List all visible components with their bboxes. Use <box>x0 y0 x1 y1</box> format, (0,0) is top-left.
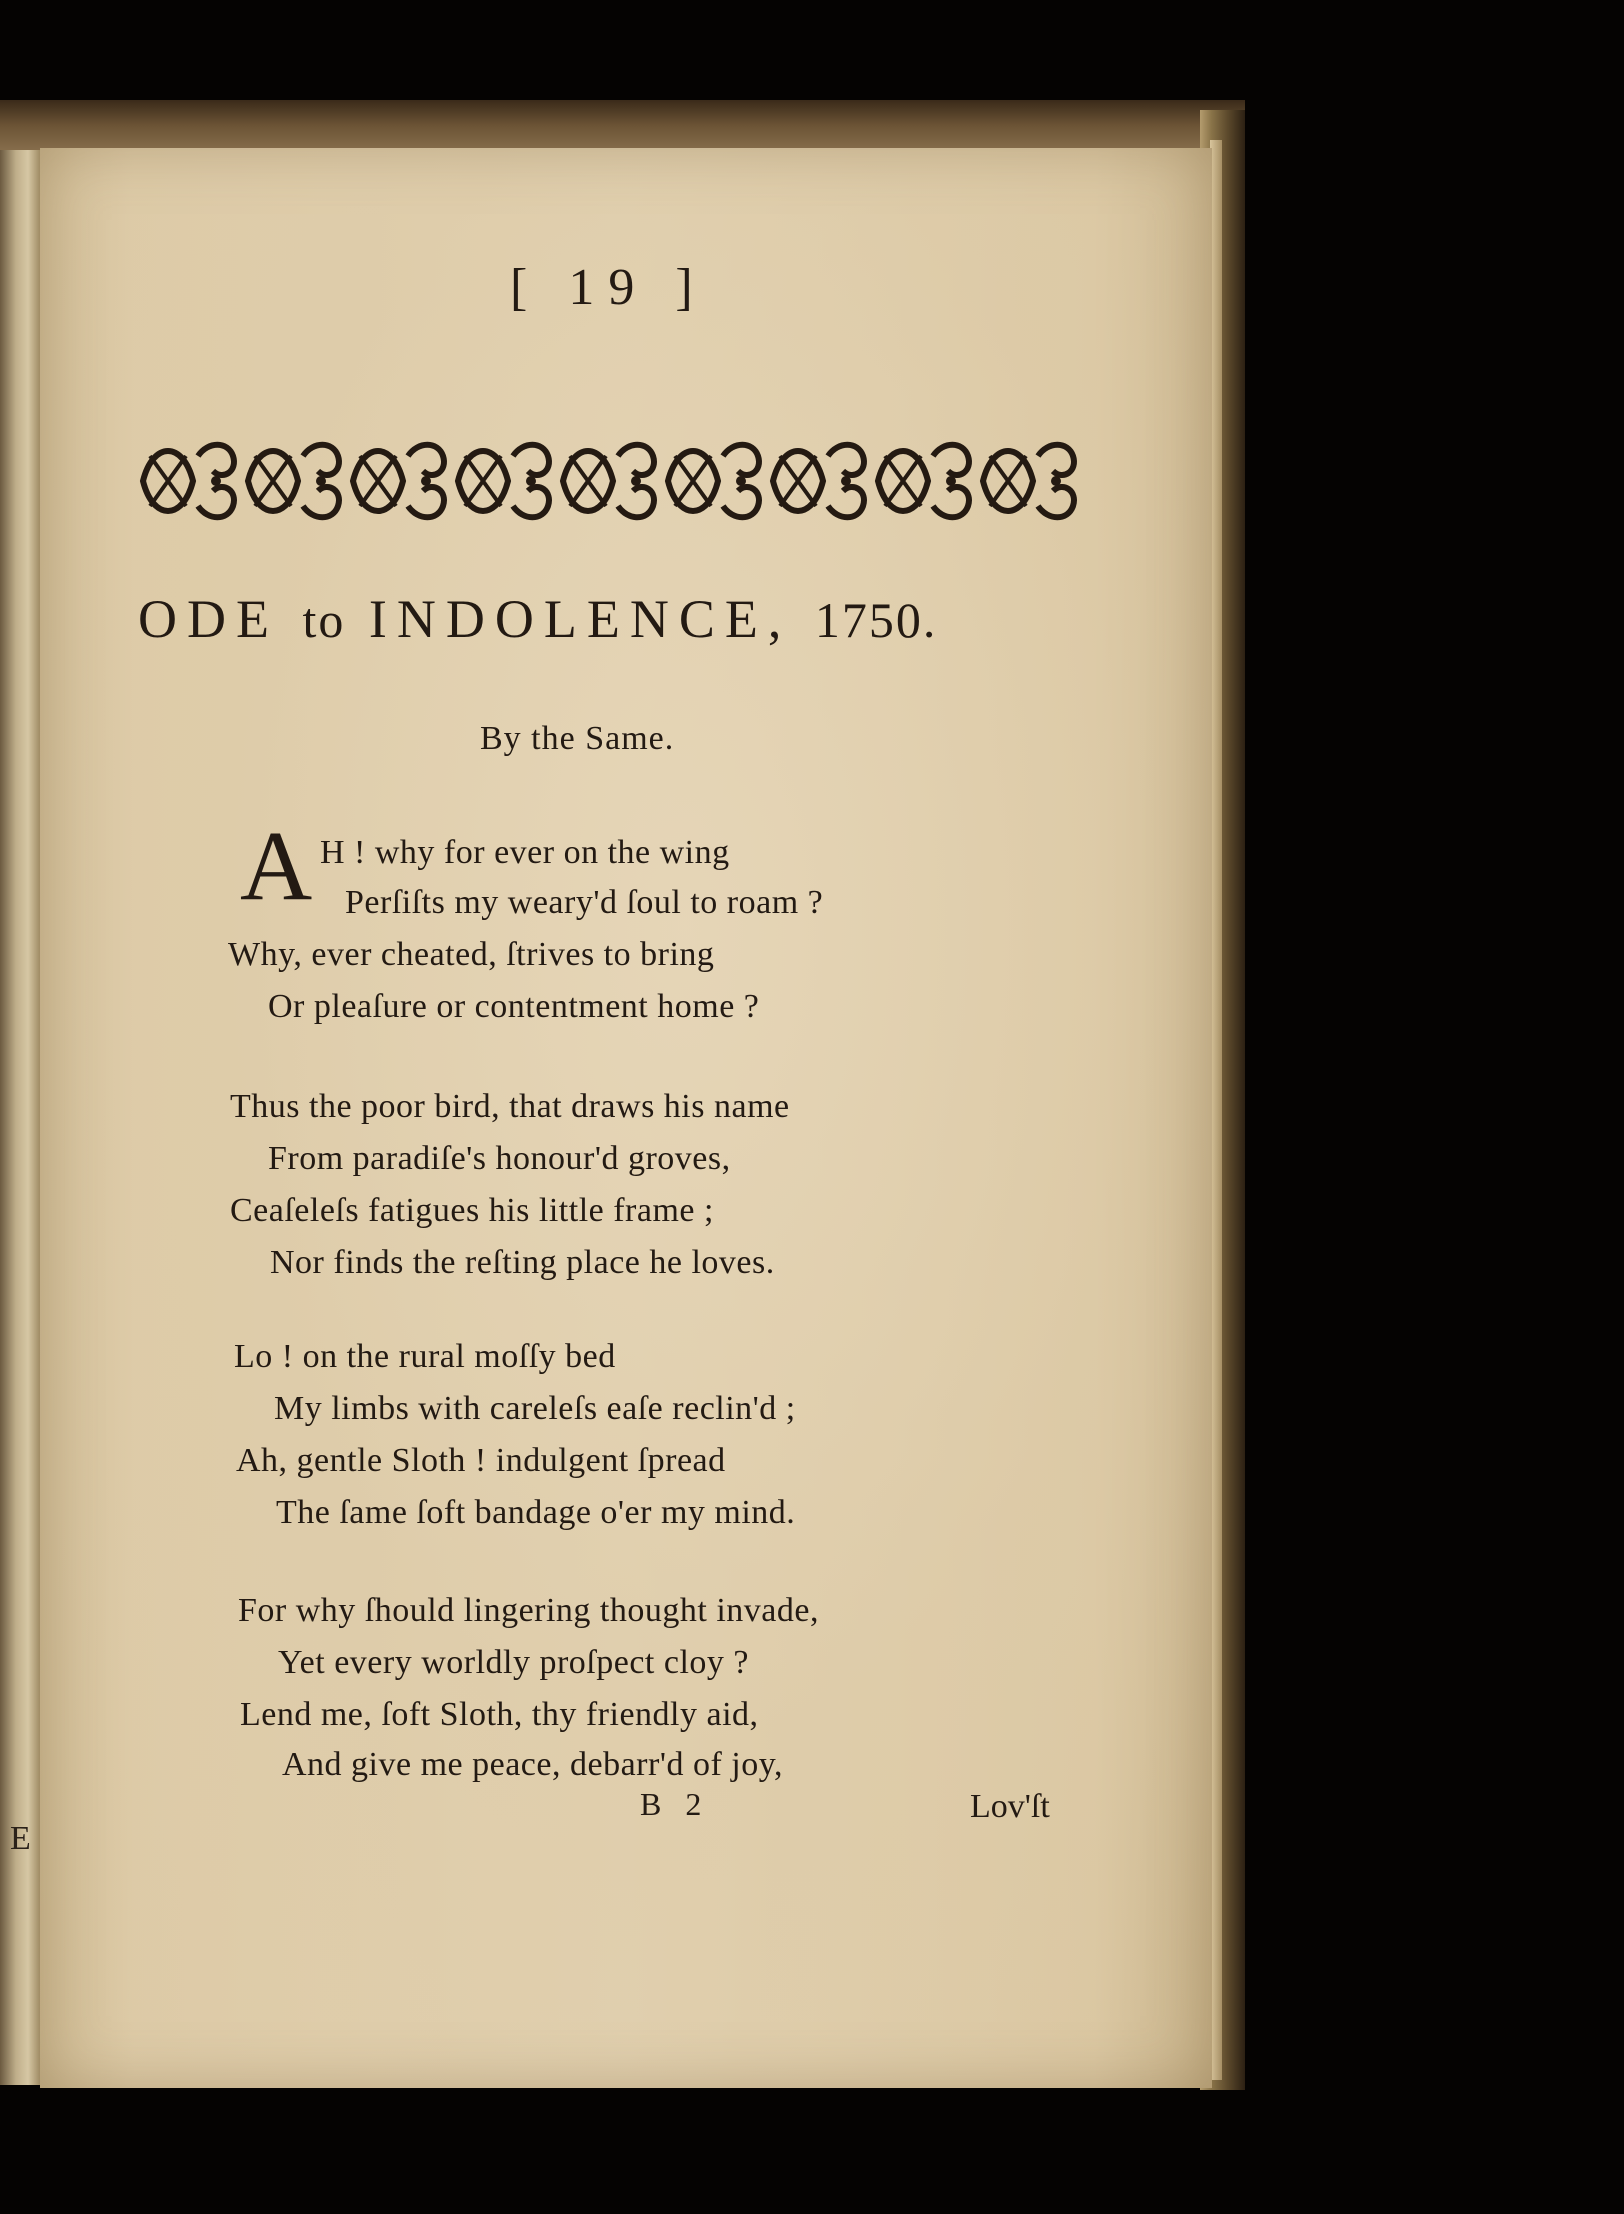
stanza-3-line-4: The ſame ſoft bandage o'er my mind. <box>276 1494 796 1531</box>
stanza-3-line-2: My limbs with careleſs eaſe reclin'd ; <box>274 1390 796 1427</box>
title-part-to: to <box>302 592 346 648</box>
title-part-ode: ODE <box>138 589 279 649</box>
stanza-2-line-3: Ceaſeleſs fatigues his little frame ; <box>230 1192 714 1229</box>
stanza-3-line-1: Lo ! on the rural moſſy bed <box>234 1338 616 1375</box>
stanza-4-line-3: Lend me, ſoft Sloth, thy friendly aid, <box>240 1696 759 1733</box>
stanza-2-line-4: Nor finds the reſting place he loves. <box>270 1244 775 1281</box>
drop-cap: A <box>240 810 313 921</box>
book-page <box>40 148 1212 2088</box>
stanza-2-line-2: From paradiſe's honour'd groves, <box>268 1140 731 1177</box>
stanza-1-line-1: H ! why for ever on the wing <box>320 834 730 871</box>
stanza-1-line-4: Or pleaſure or contentment home ? <box>268 988 760 1025</box>
signature-mark: B 2 <box>640 1786 710 1822</box>
decorative-ornament-band <box>138 426 1088 536</box>
poem-title <box>138 588 937 650</box>
stanza-2-line-1: Thus the poor bird, that draws his name <box>230 1088 790 1125</box>
title-part-indolence: INDOLENCE, <box>368 589 792 649</box>
byline: By the Same. <box>480 720 675 757</box>
stanza-1-line-3: Why, ever cheated, ſtrives to bring <box>228 936 715 973</box>
stanza-4-line-1: For why ſhould lingering thought invade, <box>238 1592 819 1629</box>
stanza-1-line-2: Perſiſts my weary'd ſoul to roam ? <box>345 884 824 921</box>
title-year: 1750. <box>814 592 938 648</box>
catchword: Lov'ſt <box>970 1788 1050 1825</box>
stanza-4-line-4: And give me peace, debarr'd of joy, <box>282 1746 784 1783</box>
left-page-letter: E <box>10 1820 31 1857</box>
left-facing-page <box>0 150 40 2085</box>
page-number: [ 19 ] <box>510 259 707 316</box>
stanza-4-line-2: Yet every worldly proſpect cloy ? <box>278 1644 749 1681</box>
stanza-3-line-3: Ah, gentle Sloth ! indulgent ſpread <box>236 1442 726 1479</box>
